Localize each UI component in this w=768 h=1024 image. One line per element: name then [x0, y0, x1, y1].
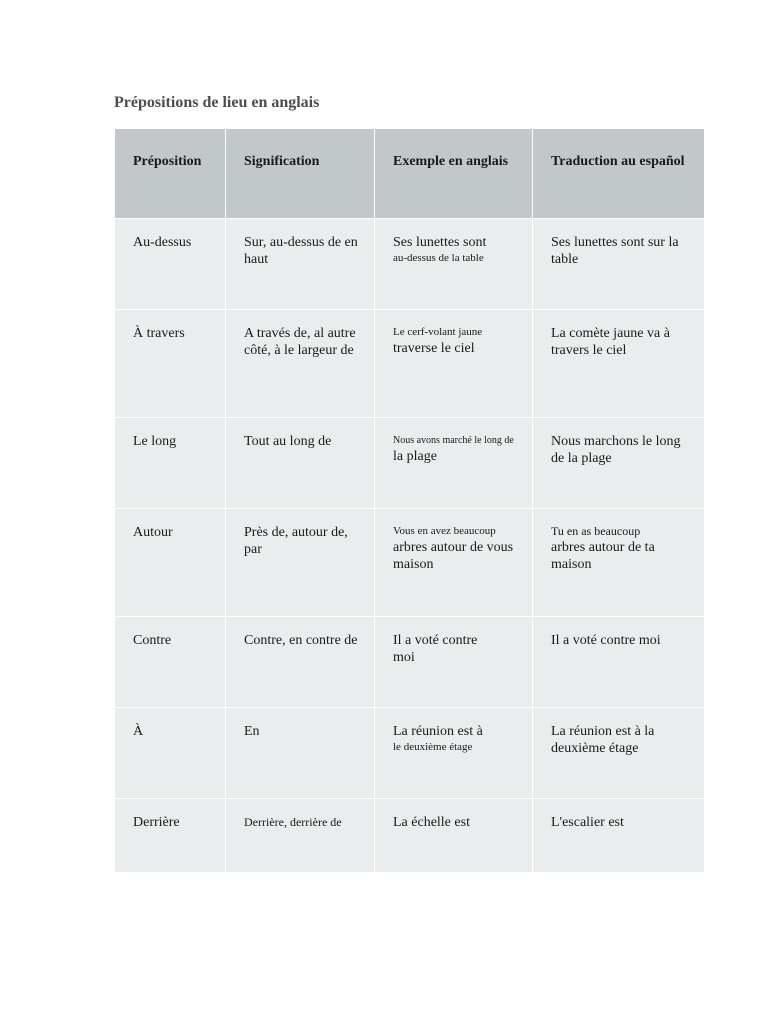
- cell-exemple: [375, 708, 533, 799]
- exemple-line: La réunion est à: [393, 724, 483, 739]
- cell-exemple: [375, 310, 533, 418]
- cell-exemple: [375, 799, 533, 873]
- table-header-row: [115, 129, 705, 219]
- cell-preposition: Derrière: [115, 799, 226, 873]
- header-exemple: Exemple en anglais: [375, 129, 533, 219]
- cell-signification: Tout au long de: [226, 418, 375, 509]
- exemple-line: Il a voté contre moi: [393, 633, 478, 665]
- cell-preposition: Autour: [115, 509, 226, 617]
- table-row: [115, 799, 705, 873]
- cell-traduction: L'escalier est: [533, 799, 705, 873]
- cell-exemple: [375, 617, 533, 708]
- cell-preposition: Contre: [115, 617, 226, 708]
- cell-traduction: La comète jaune va à travers le ciel: [533, 310, 705, 418]
- cell-preposition: À: [115, 708, 226, 799]
- cell-exemple: [375, 219, 533, 310]
- cell-traduction: Il a voté contre moi: [533, 617, 705, 708]
- cell-traduction: Ses lunettes sont sur la table: [533, 219, 705, 310]
- header-signification: Signification: [226, 129, 375, 219]
- exemple-line: Vous en avez beaucoup: [393, 525, 496, 537]
- exemple-line: le deuxième étage: [393, 741, 473, 753]
- table-row: [115, 509, 705, 617]
- cell-signification: Sur, au-dessus de en haut: [226, 219, 375, 310]
- exemple-line: La échelle est: [393, 815, 470, 830]
- cell-signification: A través de, al autre côté, à le largeur de: [226, 310, 375, 418]
- page-title: Prépositions de lieu en anglais: [114, 94, 320, 111]
- cell-traduction: La réunion est à la deuxième étage: [533, 708, 705, 799]
- exemple-line: la plage: [393, 449, 437, 464]
- cell-signification: Derrière, derrière de: [226, 799, 375, 873]
- header-traduction: Traduction au español: [533, 129, 705, 219]
- cell-signification: Contre, en contre de: [226, 617, 375, 708]
- cell-exemple: [375, 509, 533, 617]
- exemple-line: Le cerf-volant jaune: [393, 326, 483, 338]
- traduction-line: arbres autour de ta maison: [551, 540, 655, 572]
- cell-traduction: Nous marchons le long de la plage: [533, 418, 705, 509]
- table-row: [115, 708, 705, 799]
- cell-preposition: Le long: [115, 418, 226, 509]
- cell-preposition: À travers: [115, 310, 226, 418]
- prepositions-table: [114, 128, 705, 873]
- cell-signification: En: [226, 708, 375, 799]
- table-row: [115, 219, 705, 310]
- table-row: [115, 617, 705, 708]
- traduction-line: Tu en as beaucoup: [551, 524, 641, 538]
- table-row: [115, 418, 705, 509]
- cell-exemple: [375, 418, 533, 509]
- exemple-line: arbres autour de vous maison: [393, 540, 514, 572]
- cell-preposition: Au-dessus: [115, 219, 226, 310]
- table-row: [115, 310, 705, 418]
- cell-traduction: [533, 509, 705, 617]
- exemple-line: Ses lunettes sont: [393, 235, 487, 250]
- header-preposition: Préposition: [115, 129, 226, 219]
- cell-signification: Près de, autour de, par: [226, 509, 375, 617]
- exemple-line: au-dessus de la table: [393, 252, 484, 264]
- exemple-line: Nous avons marché le long de: [393, 435, 514, 446]
- exemple-line: traverse le ciel: [393, 341, 475, 356]
